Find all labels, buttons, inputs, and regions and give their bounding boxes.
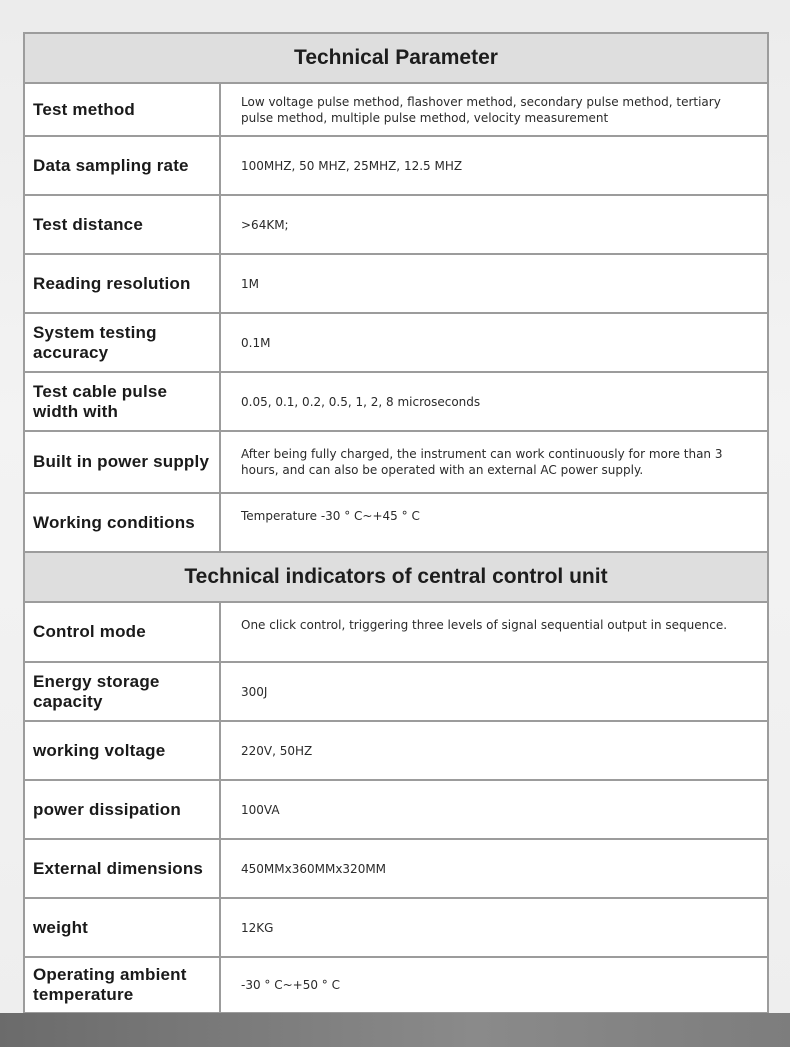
row-value: 220V, 50HZ [241,743,313,758]
table-row [25,663,767,722]
table-row [25,958,767,1014]
section-title-technical-parameter: Technical Parameter [25,34,767,84]
row-label: Energy storage capacity [25,663,221,720]
table-row [25,494,767,553]
spec-sheet [23,32,769,1016]
section-title-central-control-unit: Technical indicators of central control unit [25,553,767,603]
table-row [25,373,767,432]
row-label: Test distance [25,196,221,253]
row-value: After being fully charged, the instrument can work continuously for more than 3 hours, and can also be operated with an external AC power supply. [241,447,723,477]
table-row [25,137,767,196]
row-label: Test method [25,84,221,135]
table-row [25,314,767,373]
row-value: 0.05, 0.1, 0.2, 0.5, 1, 2, 8 microseconds [241,394,481,409]
table-row [25,781,767,840]
row-label: System testing accuracy [25,314,221,371]
row-label: Built in power supply [25,432,221,492]
table-row [25,255,767,314]
row-value: 0.1M [241,335,271,350]
table-row [25,603,767,663]
row-value: 100VA [241,802,280,817]
footer-strip [0,1013,790,1047]
table-row [25,84,767,137]
row-label: working voltage [25,722,221,779]
row-label: Control mode [25,603,221,661]
row-value: >64KM; [241,217,289,232]
table-row [25,899,767,958]
row-value: 450MMx360MMx320MM [241,861,387,876]
row-label: power dissipation [25,781,221,838]
table-row [25,432,767,494]
row-label: Test cable pulse width with [25,373,221,430]
row-value: Low voltage pulse method, flashover method, secondary pulse method, tertiary pulse method, multiple pulse method, velocity measurement [241,94,721,125]
row-value: -30 ° C~+50 ° C [241,978,340,992]
row-label: Operating ambient temperature [25,958,221,1012]
row-value: 12KG [241,920,274,935]
table-row [25,840,767,899]
row-label: weight [25,899,221,956]
row-value: 100MHZ, 50 MHZ, 25MHZ, 12.5 MHZ [241,158,463,173]
table-row [25,722,767,781]
table-row [25,196,767,255]
row-value: 1M [241,276,259,291]
row-label: External dimensions [25,840,221,897]
row-value: Temperature -30 ° C~+45 ° C [241,509,420,523]
row-label: Working conditions [25,494,221,551]
row-label: Data sampling rate [25,137,221,194]
row-label: Reading resolution [25,255,221,312]
row-value: One click control, triggering three levels of signal sequential output in sequence. [241,618,728,632]
row-value: 300J [241,684,268,699]
